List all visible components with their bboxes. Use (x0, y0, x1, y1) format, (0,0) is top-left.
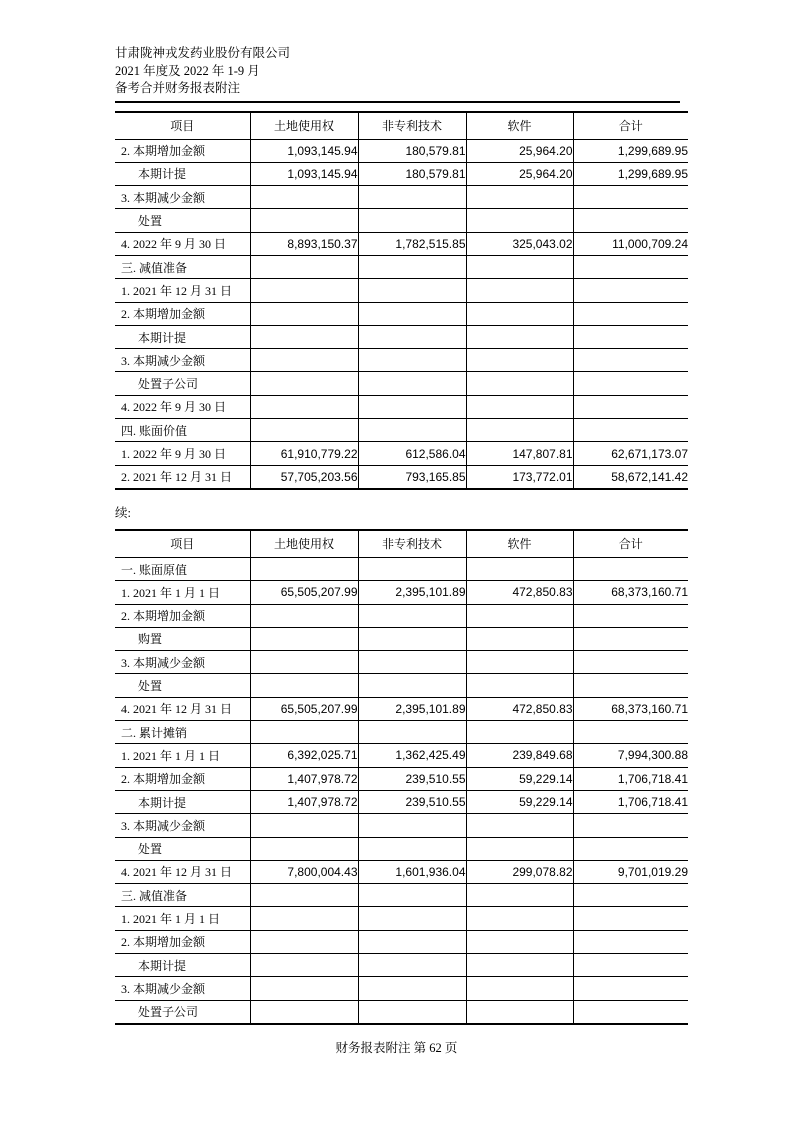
table-row (115, 721, 688, 744)
table-row (115, 907, 688, 930)
cell-value: 793,165.85 (358, 465, 466, 489)
cell-value (358, 395, 466, 418)
cell-value: 11,000,709.24 (573, 232, 688, 255)
table-row (115, 697, 688, 720)
table-row (115, 232, 688, 255)
cell-value (466, 325, 573, 348)
cell-value (573, 395, 688, 418)
cell-value: 1,782,515.85 (358, 232, 466, 255)
cell-value: 65,505,207.99 (250, 581, 358, 604)
table-row (115, 465, 688, 489)
row-label: 1. 2021 年 1 月 1 日 (115, 581, 250, 604)
cell-value (250, 349, 358, 372)
cell-value (250, 372, 358, 395)
table-row (115, 814, 688, 837)
cell-value: 58,672,141.42 (573, 465, 688, 489)
table-row (115, 651, 688, 674)
table-row (115, 419, 688, 442)
cell-value: 612,586.04 (358, 442, 466, 465)
cell-value (250, 302, 358, 325)
cell-value (466, 255, 573, 278)
row-label: 4. 2021 年 12 月 31 日 (115, 697, 250, 720)
cell-value: 325,043.02 (466, 232, 573, 255)
column-header: 合计 (573, 530, 688, 558)
cell-value: 1,093,145.94 (250, 139, 358, 162)
cell-value (250, 186, 358, 209)
cell-value (250, 884, 358, 907)
cell-value (358, 1000, 466, 1024)
cell-value: 180,579.81 (358, 139, 466, 162)
cell-value (466, 930, 573, 953)
cell-value: 1,299,689.95 (573, 162, 688, 185)
cell-value (358, 302, 466, 325)
row-label: 1. 2021 年 12 月 31 日 (115, 279, 250, 302)
cell-value (573, 1000, 688, 1024)
cell-value (358, 325, 466, 348)
intangible-assets-table-prior-period (115, 529, 688, 1025)
table-row (115, 162, 688, 185)
cell-value (573, 557, 688, 580)
row-label: 4. 2021 年 12 月 31 日 (115, 860, 250, 883)
cell-value (573, 627, 688, 650)
cell-value: 173,772.01 (466, 465, 573, 489)
row-label: 2. 本期增加金额 (115, 604, 250, 627)
table-row (115, 186, 688, 209)
row-label: 四. 账面价值 (115, 419, 250, 442)
cell-value (573, 977, 688, 1000)
column-header: 非专利技术 (358, 530, 466, 558)
cell-value (573, 372, 688, 395)
cell-value: 2,395,101.89 (358, 697, 466, 720)
cell-value (358, 907, 466, 930)
cell-value: 7,800,004.43 (250, 860, 358, 883)
cell-value: 25,964.20 (466, 139, 573, 162)
cell-value (573, 884, 688, 907)
cell-value (250, 837, 358, 860)
cell-value (573, 814, 688, 837)
cell-value: 1,093,145.94 (250, 162, 358, 185)
cell-value (466, 279, 573, 302)
cell-value: 1,407,978.72 (250, 767, 358, 790)
row-label: 本期计提 (115, 790, 250, 813)
cell-value: 7,994,300.88 (573, 744, 688, 767)
cell-value (358, 419, 466, 442)
cell-value (250, 325, 358, 348)
cell-value (573, 930, 688, 953)
cell-value (250, 255, 358, 278)
cell-value (573, 279, 688, 302)
cell-value (358, 186, 466, 209)
cell-value: 25,964.20 (466, 162, 573, 185)
cell-value (250, 930, 358, 953)
cell-value (358, 721, 466, 744)
cell-value (250, 627, 358, 650)
cell-value: 62,671,173.07 (573, 442, 688, 465)
cell-value (573, 651, 688, 674)
table-row (115, 442, 688, 465)
table-row (115, 255, 688, 278)
cell-value (358, 814, 466, 837)
cell-value: 147,807.81 (466, 442, 573, 465)
cell-value: 239,849.68 (466, 744, 573, 767)
cell-value: 61,910,779.22 (250, 442, 358, 465)
cell-value (250, 209, 358, 232)
cell-value (250, 395, 358, 418)
column-header: 土地使用权 (250, 530, 358, 558)
cell-value (358, 627, 466, 650)
table-row (115, 1000, 688, 1024)
row-label: 3. 本期减少金额 (115, 651, 250, 674)
cell-value: 1,601,936.04 (358, 860, 466, 883)
cell-value (573, 721, 688, 744)
cell-value: 9,701,019.29 (573, 860, 688, 883)
cell-value: 68,373,160.71 (573, 581, 688, 604)
cell-value (358, 255, 466, 278)
column-header: 非专利技术 (358, 112, 466, 140)
cell-value (250, 907, 358, 930)
row-label: 处置 (115, 209, 250, 232)
table-row (115, 302, 688, 325)
cell-value (250, 721, 358, 744)
cell-value (358, 557, 466, 580)
row-label: 本期计提 (115, 325, 250, 348)
table-row (115, 674, 688, 697)
table-row (115, 209, 688, 232)
row-label: 3. 本期减少金额 (115, 186, 250, 209)
cell-value (573, 302, 688, 325)
cell-value: 472,850.83 (466, 697, 573, 720)
cell-value: 239,510.55 (358, 790, 466, 813)
row-label: 三. 减值准备 (115, 884, 250, 907)
cell-value (466, 907, 573, 930)
cell-value (466, 349, 573, 372)
cell-value (358, 837, 466, 860)
row-label: 本期计提 (115, 162, 250, 185)
cell-value: 59,229.14 (466, 790, 573, 813)
cell-value (466, 977, 573, 1000)
cell-value (466, 884, 573, 907)
cell-value (466, 674, 573, 697)
cell-value (250, 1000, 358, 1024)
row-label: 处置子公司 (115, 372, 250, 395)
table-row (115, 604, 688, 627)
cell-value (466, 419, 573, 442)
cell-value (573, 604, 688, 627)
cell-value (358, 209, 466, 232)
cell-value (358, 930, 466, 953)
cell-value: 1,706,718.41 (573, 790, 688, 813)
row-label: 2. 本期增加金额 (115, 767, 250, 790)
cell-value (466, 209, 573, 232)
row-label: 3. 本期减少金额 (115, 814, 250, 837)
row-label: 购置 (115, 627, 250, 650)
cell-value (573, 907, 688, 930)
cell-value (466, 372, 573, 395)
table-header-row (115, 530, 688, 558)
cell-value (250, 954, 358, 977)
table-row (115, 884, 688, 907)
cell-value (358, 604, 466, 627)
row-label: 处置子公司 (115, 1000, 250, 1024)
cell-value (250, 279, 358, 302)
row-label: 1. 2022 年 9 月 30 日 (115, 442, 250, 465)
row-label: 处置 (115, 837, 250, 860)
cell-value (466, 837, 573, 860)
table-row (115, 279, 688, 302)
column-header: 合计 (573, 112, 688, 140)
table-row (115, 930, 688, 953)
row-label: 二. 累计摊销 (115, 721, 250, 744)
cell-value (250, 604, 358, 627)
cell-value (466, 627, 573, 650)
row-label: 2. 本期增加金额 (121, 144, 206, 159)
cell-value (466, 557, 573, 580)
cell-value (466, 814, 573, 837)
cell-value (466, 302, 573, 325)
table-header-row (115, 112, 688, 140)
row-label: 1. 2021 年 1 月 1 日 (115, 744, 250, 767)
cell-value (358, 651, 466, 674)
row-label: 2. 本期增加金额 (115, 930, 250, 953)
row-label: 2. 本期增加金额 (115, 302, 250, 325)
cell-value: 65,505,207.99 (250, 697, 358, 720)
document-header (115, 45, 680, 103)
row-label: 4. 2022 年 9 月 30 日 (115, 395, 250, 418)
table-row (115, 767, 688, 790)
cell-value (573, 209, 688, 232)
table-row (115, 977, 688, 1000)
row-label: 1. 2021 年 1 月 1 日 (115, 907, 250, 930)
cell-value (250, 674, 358, 697)
cell-value (250, 977, 358, 1000)
cell-value: 59,229.14 (466, 767, 573, 790)
continuation-label: 续: (115, 505, 131, 520)
cell-value (466, 395, 573, 418)
cell-value (358, 977, 466, 1000)
row-label: 3. 本期减少金额 (115, 977, 250, 1000)
column-header: 项目 (115, 530, 250, 558)
cell-value (573, 186, 688, 209)
cell-value (573, 674, 688, 697)
cell-value: 6,392,025.71 (250, 744, 358, 767)
cell-value: 1,706,718.41 (573, 767, 688, 790)
cell-value: 239,510.55 (358, 767, 466, 790)
cell-value (573, 325, 688, 348)
table-row (115, 395, 688, 418)
row-label: 本期计提 (115, 954, 250, 977)
table-row (115, 744, 688, 767)
table-row (115, 139, 688, 162)
cell-value (358, 884, 466, 907)
cell-value (250, 814, 358, 837)
cell-value (466, 186, 573, 209)
cell-value (358, 674, 466, 697)
cell-value: 1,299,689.95 (573, 139, 688, 162)
cell-value: 2,395,101.89 (358, 581, 466, 604)
row-label: 4. 2022 年 9 月 30 日 (115, 232, 250, 255)
cell-value: 299,078.82 (466, 860, 573, 883)
page-footer: 财务报表附注 第 62 页 (335, 1041, 458, 1055)
cell-value (466, 954, 573, 977)
table-row (115, 860, 688, 883)
table-row (115, 790, 688, 813)
table-row (115, 954, 688, 977)
column-header: 软件 (466, 530, 573, 558)
cell-value (358, 349, 466, 372)
cell-value: 57,705,203.56 (250, 465, 358, 489)
cell-value (573, 837, 688, 860)
cell-value: 8,893,150.37 (250, 232, 358, 255)
report-title: 备考合并财务报表附注 (115, 81, 241, 95)
table-row (115, 557, 688, 580)
cell-value: 68,373,160.71 (573, 697, 688, 720)
row-label: 一. 账面原值 (121, 562, 188, 577)
cell-value (573, 419, 688, 442)
column-header: 项目 (115, 112, 250, 140)
cell-value (358, 279, 466, 302)
cell-value (466, 721, 573, 744)
cell-value: 1,362,425.49 (358, 744, 466, 767)
cell-value (466, 1000, 573, 1024)
cell-value (466, 604, 573, 627)
company-name: 甘肃陇神戎发药业股份有限公司 (115, 46, 291, 60)
report-period: 2021 年度及 2022 年 1-9 月 (115, 63, 260, 78)
table-row (115, 627, 688, 650)
cell-value (250, 419, 358, 442)
column-header: 土地使用权 (250, 112, 358, 140)
row-label: 处置 (115, 674, 250, 697)
cell-value (573, 255, 688, 278)
column-header: 软件 (466, 112, 573, 140)
cell-value: 1,407,978.72 (250, 790, 358, 813)
cell-value: 472,850.83 (466, 581, 573, 604)
cell-value (573, 954, 688, 977)
row-label: 3. 本期减少金额 (115, 349, 250, 372)
cell-value (573, 349, 688, 372)
table-row (115, 581, 688, 604)
cell-value (466, 651, 573, 674)
row-label: 2. 2021 年 12 月 31 日 (115, 465, 250, 489)
cell-value: 180,579.81 (358, 162, 466, 185)
row-label: 三. 减值准备 (115, 255, 250, 278)
table-row (115, 349, 688, 372)
cell-value (358, 954, 466, 977)
table-row (115, 837, 688, 860)
cell-value (250, 651, 358, 674)
intangible-assets-table-current-period (115, 111, 688, 490)
cell-value (250, 557, 358, 580)
table-row (115, 325, 688, 348)
table-row (115, 372, 688, 395)
cell-value (358, 372, 466, 395)
